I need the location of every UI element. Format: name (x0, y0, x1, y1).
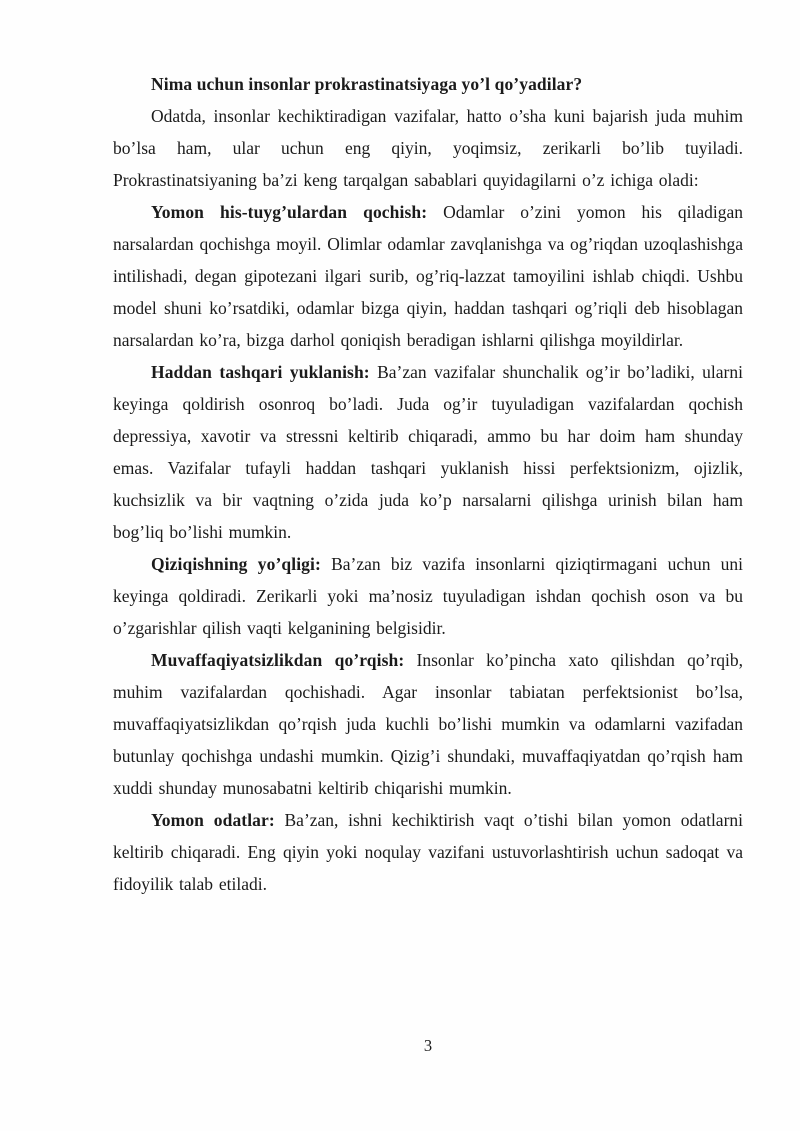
paragraph (113, 196, 743, 356)
paragraph-text: Odamlar o’zini yomon his qiladigan narsalardan qochishga moyil. Olimlar odamlar zavqlanishga va og’riqdan uzoqlashishga intilishadi, degan gipotezani ilgari surib, og’riq-lazzat tamoyilini ishlab chiqdi. Ushbu model shuni ko’rsatdiki, odamlar bizga qiyin, haddan tashqari og’riqli deb hisoblagan narsalardan ko’ra, bizga darhol qoniqish beradigan ishlarni qilishga moyildirlar. (113, 202, 743, 350)
paragraph-text: Ba’zan, ishni kechiktirish vaqt o’tishi bilan yomon odatlarni keltirib chiqaradi. Eng qiyin yoki noqulay vazifani ustuvorlashtirish uchun sadoqat va fidoyilik talab etiladi. (113, 810, 744, 894)
paragraph (113, 100, 743, 196)
paragraph (113, 548, 743, 644)
document-content (113, 68, 743, 900)
paragraph (113, 644, 743, 804)
paragraph-text: Ba’zan biz vazifa insonlarni qiziqtirmagani uchun uni keyinga qoldiradi. Zerikarli yoki ma’nosiz tuyuladigan ishdan qochish oson va bu o’zgarishlar qilish vaqti kelganining belgisidir. (113, 554, 743, 638)
paragraph-lead: Yomon odatlar: (151, 810, 275, 830)
paragraph-text: Insonlar ko’pincha xato qilishdan qo’rqib, muhim vazifalardan qochishadi. Agar insonlar tabiatan perfektsionist bo’lsa, muvaffaqiyatsizlikdan qo’rqish juda kuchli bo’lishi mumkin va odamlarni vazifadan butunlay qochishga undashi mumkin. Qizig’i shundaki, muvaffaqiyatdan qo’rqish ham xuddi shunday munosabatni keltirib chiqarishi mumkin. (113, 650, 743, 798)
page-number: 3 (423, 1036, 433, 1055)
document-body (113, 100, 743, 900)
paragraph-lead: Yomon his-tuyg’ulardan qochish: (151, 202, 428, 222)
document-title: Nima uchun insonlar prokrastinatsiyaga yo’l qo’yadilar? (151, 74, 583, 94)
paragraph-lead: Qiziqishning yo’qligi: (151, 554, 321, 574)
paragraph-lead: Haddan tashqari yuklanish: (151, 362, 370, 382)
paragraph-lead: Muvaffaqiyatsizlikdan qo’rqish: (151, 650, 405, 670)
paragraph (113, 804, 743, 900)
paragraph-text: Odatda, insonlar kechiktiradigan vazifalar, hatto o’sha kuni bajarish juda muhim bo’lsa ham, ular uchun eng qiyin, yoqimsiz, zerikarli bo’lib tuyiladi. Prokrastinatsiyaning ba’zi keng tarqalgan sabablari quyidagilarni o’z ichiga oladi: (113, 106, 743, 190)
paragraph-text: Ba’zan vazifalar shunchalik og’ir bo’ladiki, ularni keyinga qoldirish osonroq bo’ladi. Juda og’ir tuyuladigan vazifalardan qochish depressiya, xavotir va stressni keltirib chiqaradi, ammo bu har doim ham shunday emas. Vazifalar tufayli haddan tashqari yuklanish hissi perfektsionizm, ojizlik, kuchsizlik va bir vaqtning o’zida juda ko’p narsalarni qilishga urinish bilan ham bog’liq bo’lishi mumkin. (113, 362, 743, 542)
paragraph (113, 356, 743, 548)
